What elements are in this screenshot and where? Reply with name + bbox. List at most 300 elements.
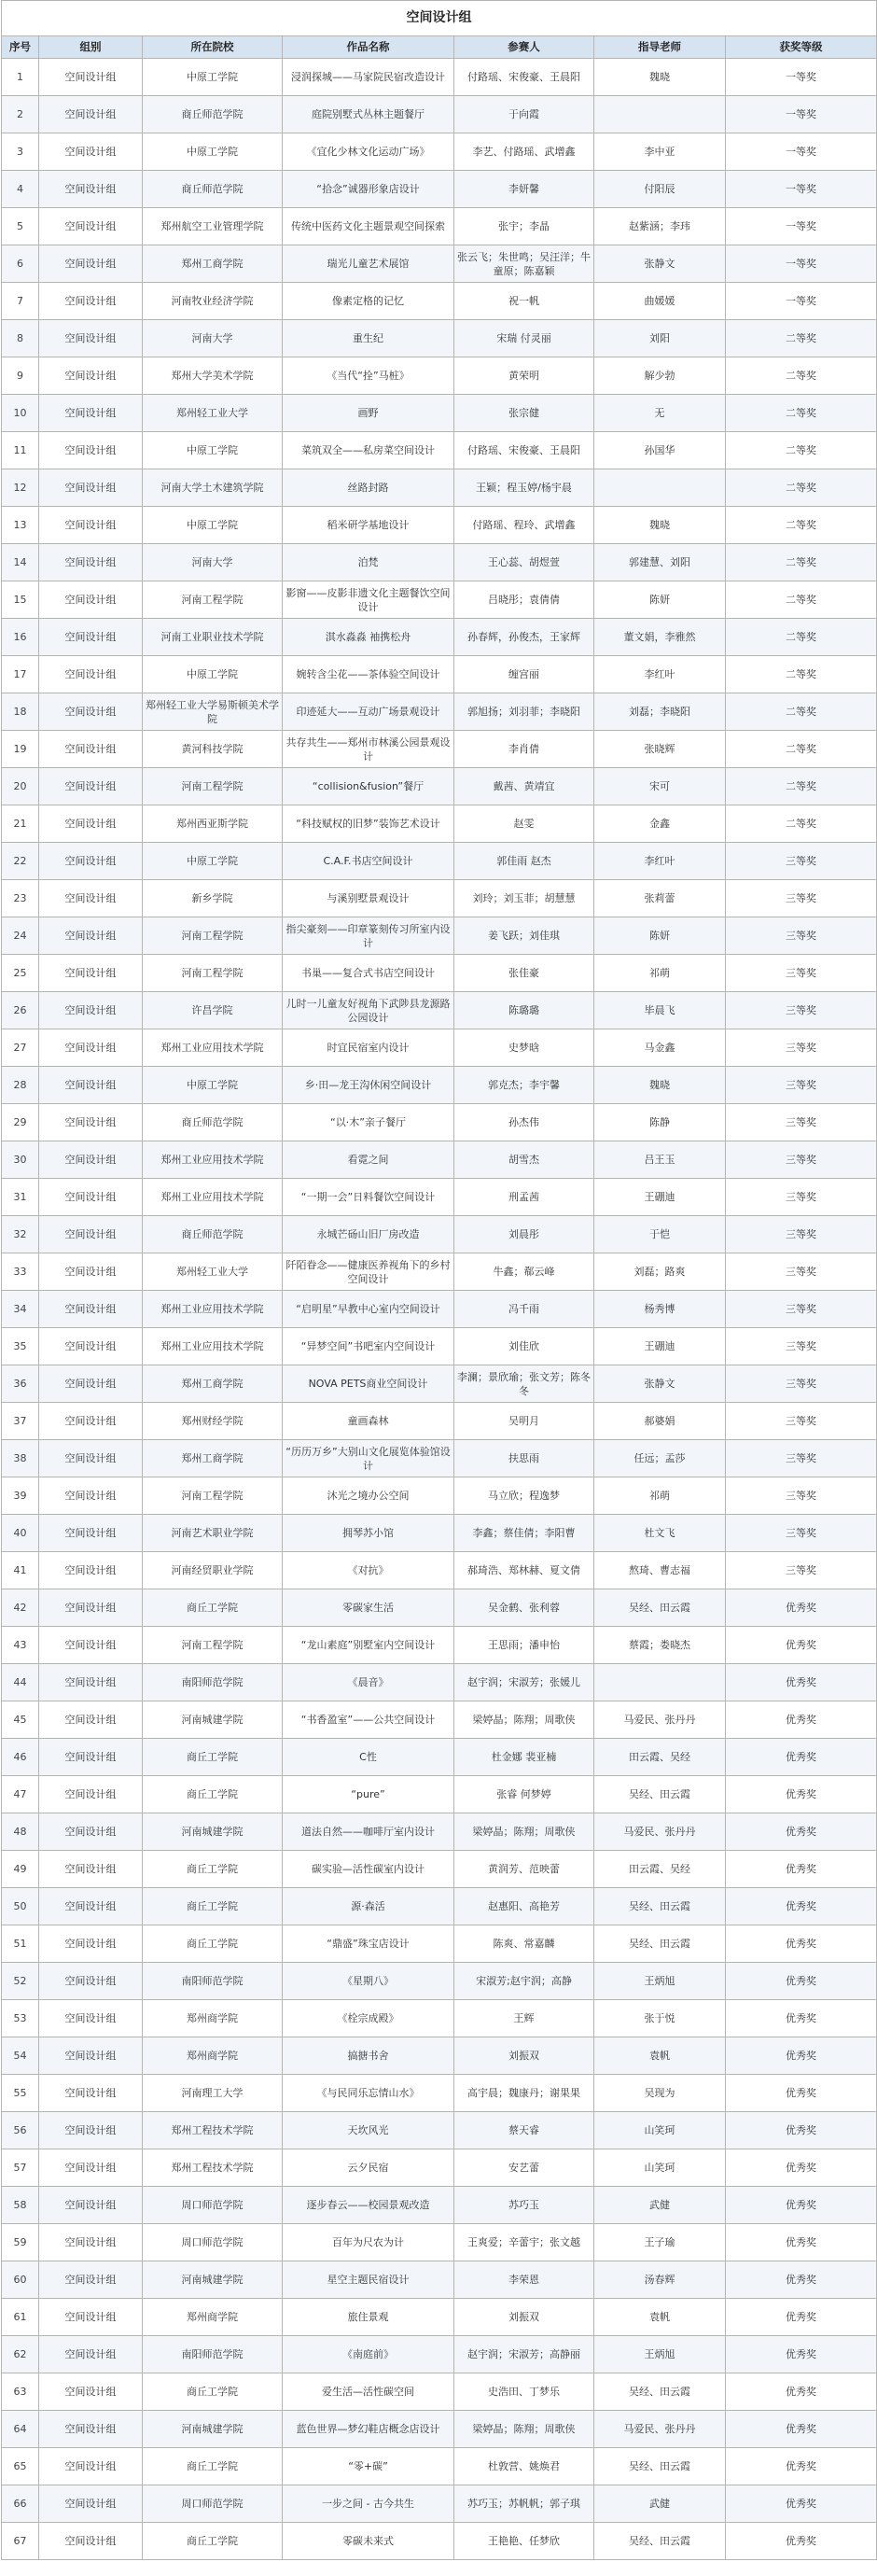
cell-participants: 冯千雨 xyxy=(454,1291,594,1328)
cell-group: 空间设计组 xyxy=(39,1776,143,1813)
cell-group: 空间设计组 xyxy=(39,2224,143,2261)
cell-group: 空间设计组 xyxy=(39,843,143,880)
cell-group: 空间设计组 xyxy=(39,2037,143,2075)
cell-work: NOVA PETS商业空间设计 xyxy=(283,1365,454,1403)
table-row xyxy=(2,395,877,432)
cell-award: 一等奖 xyxy=(726,208,877,245)
cell-work: “启明星”早教中心室内空间设计 xyxy=(283,1291,454,1328)
cell-group: 空间设计组 xyxy=(39,731,143,768)
cell-advisor: 吕王玉 xyxy=(594,1141,726,1179)
cell-advisor: 无 xyxy=(594,395,726,432)
cell-index: 65 xyxy=(2,2448,39,2485)
cell-work: 瑞光儿童艺术展馆 xyxy=(283,245,454,283)
cell-participants: 付路瑶、程玲、武增鑫 xyxy=(454,507,594,544)
cell-participants: 孙春辉，孙俊杰，王家辉 xyxy=(454,619,594,656)
table-row xyxy=(2,2523,877,2560)
cell-index: 47 xyxy=(2,1776,39,1813)
cell-group: 空间设计组 xyxy=(39,1328,143,1365)
cell-work: 爱生活—活性碳空间 xyxy=(283,2373,454,2411)
cell-index: 21 xyxy=(2,805,39,843)
cell-award: 优秀奖 xyxy=(726,2187,877,2224)
cell-advisor: 付阳辰 xyxy=(594,171,726,208)
cell-index: 52 xyxy=(2,1963,39,2000)
cell-work: 印迹延大——互动广场景观设计 xyxy=(283,693,454,731)
cell-school: 商丘工学院 xyxy=(143,1776,283,1813)
cell-award: 三等奖 xyxy=(726,955,877,992)
cell-school: 郑州工程技术学院 xyxy=(143,2149,283,2187)
cell-group: 空间设计组 xyxy=(39,917,143,955)
table-row xyxy=(2,283,877,320)
cell-work: 搞搪书舍 xyxy=(283,2037,454,2075)
cell-award: 优秀奖 xyxy=(726,2224,877,2261)
table-row xyxy=(2,1776,877,1813)
table-row xyxy=(2,1029,877,1067)
cell-award: 三等奖 xyxy=(726,917,877,955)
cell-advisor: 赵紫涵；李玮 xyxy=(594,208,726,245)
cell-participants: 吴金鹤、张利蓉 xyxy=(454,1589,594,1627)
cell-award: 三等奖 xyxy=(726,1104,877,1141)
cell-school: 中原工学院 xyxy=(143,656,283,693)
cell-school: 河南工程学院 xyxy=(143,581,283,619)
table-row xyxy=(2,1328,877,1365)
cell-group: 空间设计组 xyxy=(39,171,143,208)
cell-participants: 戴茜、黄靖宜 xyxy=(454,768,594,805)
cell-work: “异梦空间”书吧室内空间设计 xyxy=(283,1328,454,1365)
cell-group: 空间设计组 xyxy=(39,507,143,544)
cell-school: 河南经贸职业学院 xyxy=(143,1552,283,1589)
cell-index: 37 xyxy=(2,1403,39,1440)
cell-advisor: 于恺 xyxy=(594,1216,726,1253)
cell-award: 三等奖 xyxy=(726,1179,877,1216)
cell-participants: 黄润芳、范映蕾 xyxy=(454,1851,594,1888)
cell-advisor: 汤春辉 xyxy=(594,2261,726,2299)
cell-participants: 杜金娜 裴亚楠 xyxy=(454,1739,594,1776)
cell-school: 郑州工业应用技术学院 xyxy=(143,1141,283,1179)
cell-group: 空间设计组 xyxy=(39,245,143,283)
cell-award: 三等奖 xyxy=(726,1440,877,1477)
cell-advisor: 张静文 xyxy=(594,1365,726,1403)
cell-participants: 张佳豪 xyxy=(454,955,594,992)
cell-group: 空间设计组 xyxy=(39,1515,143,1552)
cell-participants: 王思雨；潘申怡 xyxy=(454,1627,594,1664)
cell-group: 空间设计组 xyxy=(39,544,143,581)
table-row xyxy=(2,693,877,731)
cell-group: 空间设计组 xyxy=(39,1291,143,1328)
cell-participants: 李荣恩 xyxy=(454,2261,594,2299)
table-row xyxy=(2,1403,877,1440)
cell-participants: 张宇；李晶 xyxy=(454,208,594,245)
cell-advisor: 王炳旭 xyxy=(594,2336,726,2373)
cell-index: 61 xyxy=(2,2299,39,2336)
cell-award: 三等奖 xyxy=(726,1141,877,1179)
cell-advisor: 山笑珂 xyxy=(594,2149,726,2187)
cell-award: 三等奖 xyxy=(726,1291,877,1328)
table-body xyxy=(2,59,877,2560)
cell-advisor: 任远；孟莎 xyxy=(594,1440,726,1477)
cell-work: “历历万乡”大别山文化展览体验馆设计 xyxy=(283,1440,454,1477)
cell-group: 空间设计组 xyxy=(39,619,143,656)
cell-group: 空间设计组 xyxy=(39,992,143,1029)
table-row xyxy=(2,208,877,245)
cell-school: 河南城建学院 xyxy=(143,2411,283,2448)
table-row xyxy=(2,245,877,283)
cell-work: 一步之间 - 古今共生 xyxy=(283,2485,454,2523)
table-row xyxy=(2,843,877,880)
cell-index: 66 xyxy=(2,2485,39,2523)
table-row xyxy=(2,507,877,544)
cell-group: 空间设计组 xyxy=(39,2112,143,2149)
cell-award: 优秀奖 xyxy=(726,1664,877,1701)
table-row xyxy=(2,656,877,693)
cell-award: 优秀奖 xyxy=(726,2075,877,2112)
cell-advisor: 袁帆 xyxy=(594,2037,726,2075)
cell-index: 33 xyxy=(2,1253,39,1291)
cell-school: 郑州工商学院 xyxy=(143,245,283,283)
cell-work: “零+碳” xyxy=(283,2448,454,2485)
cell-group: 空间设计组 xyxy=(39,1963,143,2000)
table-row xyxy=(2,2261,877,2299)
cell-participants: 刘佳欣 xyxy=(454,1328,594,1365)
cell-group: 空间设计组 xyxy=(39,2336,143,2373)
cell-work: 百年为尺农为计 xyxy=(283,2224,454,2261)
cell-index: 10 xyxy=(2,395,39,432)
cell-group: 空间设计组 xyxy=(39,880,143,917)
cell-index: 16 xyxy=(2,619,39,656)
cell-advisor: 魏晓 xyxy=(594,1067,726,1104)
cell-advisor: 熬琦、曹志福 xyxy=(594,1552,726,1589)
cell-group: 空间设计组 xyxy=(39,2373,143,2411)
cell-index: 59 xyxy=(2,2224,39,2261)
cell-index: 60 xyxy=(2,2261,39,2299)
cell-index: 38 xyxy=(2,1440,39,1477)
cell-participants: 刘晨彤 xyxy=(454,1216,594,1253)
cell-school: 郑州航空工业管理学院 xyxy=(143,208,283,245)
cell-award: 优秀奖 xyxy=(726,1701,877,1739)
cell-group: 空间设计组 xyxy=(39,2411,143,2448)
cell-advisor: 郭建慧、刘阳 xyxy=(594,544,726,581)
cell-group: 空间设计组 xyxy=(39,133,143,171)
cell-advisor: 王炳旭 xyxy=(594,1963,726,2000)
cell-index: 5 xyxy=(2,208,39,245)
cell-award: 三等奖 xyxy=(726,1515,877,1552)
cell-advisor: 张莉蕾 xyxy=(594,880,726,917)
cell-index: 15 xyxy=(2,581,39,619)
cell-advisor: 吴经、田云霞 xyxy=(594,2448,726,2485)
table-row xyxy=(2,2000,877,2037)
cell-index: 34 xyxy=(2,1291,39,1328)
cell-index: 4 xyxy=(2,171,39,208)
cell-work: 《与民同乐忘情山水》 xyxy=(283,2075,454,2112)
cell-index: 6 xyxy=(2,245,39,283)
cell-school: 中原工学院 xyxy=(143,432,283,469)
cell-participants: 史梦晗 xyxy=(454,1029,594,1067)
cell-participants: 郭克杰；李宇馨 xyxy=(454,1067,594,1104)
cell-index: 3 xyxy=(2,133,39,171)
cell-group: 空间设计组 xyxy=(39,1851,143,1888)
cell-group: 空间设计组 xyxy=(39,432,143,469)
cell-award: 三等奖 xyxy=(726,1029,877,1067)
cell-advisor: 刘阳 xyxy=(594,320,726,357)
cell-school: 商丘工学院 xyxy=(143,1739,283,1776)
cell-award: 二等奖 xyxy=(726,469,877,507)
cell-participants: 赵宇润；宋淑芳；张媛儿 xyxy=(454,1664,594,1701)
cell-award: 优秀奖 xyxy=(726,2373,877,2411)
cell-group: 空间设计组 xyxy=(39,955,143,992)
cell-work: 《晨音》 xyxy=(283,1664,454,1701)
cell-index: 57 xyxy=(2,2149,39,2187)
cell-index: 53 xyxy=(2,2000,39,2037)
cell-advisor: 陈静 xyxy=(594,1104,726,1141)
cell-index: 62 xyxy=(2,2336,39,2373)
cell-participants: 赵惠阳、高艳芳 xyxy=(454,1888,594,1925)
cell-group: 空间设计组 xyxy=(39,2299,143,2336)
cell-participants: 张云飞；朱世鸣；吴汪洋；牛童原；陈嘉颖 xyxy=(454,245,594,283)
cell-advisor: 蔡霞；娄晓杰 xyxy=(594,1627,726,1664)
cell-group: 空间设计组 xyxy=(39,283,143,320)
cell-work: C.A.F.书店空间设计 xyxy=(283,843,454,880)
cell-participants: 陈璐璐 xyxy=(454,992,594,1029)
cell-advisor: 董文娟，李雅然 xyxy=(594,619,726,656)
cell-advisor: 张晓辉 xyxy=(594,731,726,768)
cell-award: 三等奖 xyxy=(726,1552,877,1589)
cell-school: 河南大学 xyxy=(143,320,283,357)
table-row xyxy=(2,2224,877,2261)
cell-award: 二等奖 xyxy=(726,395,877,432)
cell-school: 河南艺术职业学院 xyxy=(143,1515,283,1552)
cell-group: 空间设计组 xyxy=(39,1664,143,1701)
table-row xyxy=(2,992,877,1029)
table-row xyxy=(2,1664,877,1701)
table-row xyxy=(2,1440,877,1477)
cell-school: 河南城建学院 xyxy=(143,1701,283,1739)
cell-award: 二等奖 xyxy=(726,581,877,619)
cell-school: 河南理工大学 xyxy=(143,2075,283,2112)
cell-work: 零碳未来式 xyxy=(283,2523,454,2560)
cell-group: 空间设计组 xyxy=(39,2448,143,2485)
cell-school: 郑州商学院 xyxy=(143,2037,283,2075)
cell-advisor xyxy=(594,469,726,507)
table-row xyxy=(2,581,877,619)
cell-advisor: 王子瑜 xyxy=(594,2224,726,2261)
cell-index: 19 xyxy=(2,731,39,768)
cell-school: 商丘工学院 xyxy=(143,1925,283,1963)
cell-group: 空间设计组 xyxy=(39,1440,143,1477)
cell-school: 郑州轻工业大学 xyxy=(143,1253,283,1291)
cell-index: 58 xyxy=(2,2187,39,2224)
cell-index: 67 xyxy=(2,2523,39,2560)
cell-school: 商丘工学院 xyxy=(143,2448,283,2485)
cell-advisor: 武健 xyxy=(594,2187,726,2224)
cell-participants: 李肖倩 xyxy=(454,731,594,768)
cell-advisor: 马金鑫 xyxy=(594,1029,726,1067)
cell-participants: 于向霞 xyxy=(454,96,594,133)
cell-school: 河南工程学院 xyxy=(143,917,283,955)
cell-advisor: 王硼迪 xyxy=(594,1328,726,1365)
cell-index: 32 xyxy=(2,1216,39,1253)
cell-advisor: 金鑫 xyxy=(594,805,726,843)
cell-advisor: 吴经、田云霞 xyxy=(594,2373,726,2411)
cell-index: 9 xyxy=(2,357,39,395)
cell-award: 一等奖 xyxy=(726,133,877,171)
cell-work: “一期一会”日料餐饮空间设计 xyxy=(283,1179,454,1216)
cell-award: 二等奖 xyxy=(726,544,877,581)
cell-advisor: 陈妍 xyxy=(594,917,726,955)
cell-participants: 赵雯 xyxy=(454,805,594,843)
table-row xyxy=(2,1627,877,1664)
cell-work: 庭院别墅式丛林主题餐厅 xyxy=(283,96,454,133)
cell-participants: 安艺蕾 xyxy=(454,2149,594,2187)
cell-school: 中原工学院 xyxy=(143,59,283,96)
cell-school: 郑州大学美术学院 xyxy=(143,357,283,395)
cell-participants: 张睿 何梦婷 xyxy=(454,1776,594,1813)
cell-advisor: 马爱民、张丹丹 xyxy=(594,1813,726,1851)
cell-group: 空间设计组 xyxy=(39,1589,143,1627)
cell-index: 18 xyxy=(2,693,39,731)
table-row xyxy=(2,619,877,656)
cell-school: 商丘工学院 xyxy=(143,2373,283,2411)
table-row xyxy=(2,469,877,507)
table-row xyxy=(2,1552,877,1589)
cell-advisor: 田云霞、吴经 xyxy=(594,1739,726,1776)
cell-school: 商丘师范学院 xyxy=(143,1216,283,1253)
cell-participants: 李澜；景欣瑜；张文芳；陈冬冬 xyxy=(454,1365,594,1403)
table-row xyxy=(2,1739,877,1776)
cell-work: 画野 xyxy=(283,395,454,432)
cell-work: “拾念”诚器形象店设计 xyxy=(283,171,454,208)
cell-index: 49 xyxy=(2,1851,39,1888)
col-header-participants: 参赛人 xyxy=(454,36,594,59)
cell-school: 郑州财经学院 xyxy=(143,1403,283,1440)
cell-school: 南阳师范学院 xyxy=(143,1963,283,2000)
cell-work: 拥琴苏小馆 xyxy=(283,1515,454,1552)
cell-work: 《宜化少林文化运动广场》 xyxy=(283,133,454,171)
table-row xyxy=(2,1813,877,1851)
cell-work: 零碳家生活 xyxy=(283,1589,454,1627)
table-row xyxy=(2,955,877,992)
cell-award: 优秀奖 xyxy=(726,2000,877,2037)
cell-advisor: 马爱民、张丹丹 xyxy=(594,1701,726,1739)
cell-school: 周口师范学院 xyxy=(143,2485,283,2523)
cell-index: 55 xyxy=(2,2075,39,2112)
cell-participants: 宋瑞 付灵丽 xyxy=(454,320,594,357)
cell-work: 像素定格的记忆 xyxy=(283,283,454,320)
cell-advisor: 孙国华 xyxy=(594,432,726,469)
cell-group: 空间设计组 xyxy=(39,59,143,96)
cell-school: 河南工程学院 xyxy=(143,955,283,992)
cell-index: 26 xyxy=(2,992,39,1029)
cell-school: 郑州商学院 xyxy=(143,2299,283,2336)
cell-work: “书香盈室”——公共空间设计 xyxy=(283,1701,454,1739)
cell-school: 黄河科技学院 xyxy=(143,731,283,768)
cell-participants: 梁婷晶；陈翔；周歌侠 xyxy=(454,1701,594,1739)
cell-participants: 吕晓彤；袁倩倩 xyxy=(454,581,594,619)
cell-participants: 王艳艳、任梦欣 xyxy=(454,2523,594,2560)
cell-group: 空间设计组 xyxy=(39,1141,143,1179)
cell-participants: 陈爽、常嘉麟 xyxy=(454,1925,594,1963)
cell-award: 三等奖 xyxy=(726,1253,877,1291)
cell-advisor: 山笑珂 xyxy=(594,2112,726,2149)
cell-index: 2 xyxy=(2,96,39,133)
cell-group: 空间设计组 xyxy=(39,1179,143,1216)
table-row xyxy=(2,1253,877,1291)
table-row xyxy=(2,59,877,96)
cell-index: 1 xyxy=(2,59,39,96)
table-row xyxy=(2,805,877,843)
cell-work: 《星期八》 xyxy=(283,1963,454,2000)
cell-advisor: 吴经、田云霞 xyxy=(594,1589,726,1627)
cell-index: 8 xyxy=(2,320,39,357)
table-row xyxy=(2,1963,877,2000)
cell-index: 12 xyxy=(2,469,39,507)
cell-award: 二等奖 xyxy=(726,731,877,768)
cell-work: “collision&fusion”餐厅 xyxy=(283,768,454,805)
cell-index: 36 xyxy=(2,1365,39,1403)
cell-school: 中原工学院 xyxy=(143,133,283,171)
cell-award: 二等奖 xyxy=(726,357,877,395)
table-row xyxy=(2,1365,877,1403)
cell-work: 《南庭前》 xyxy=(283,2336,454,2373)
cell-award: 优秀奖 xyxy=(726,1888,877,1925)
cell-award: 优秀奖 xyxy=(726,2523,877,2560)
cell-index: 56 xyxy=(2,2112,39,2149)
cell-work: 碳实验—活性碳室内设计 xyxy=(283,1851,454,1888)
cell-school: 南阳师范学院 xyxy=(143,2336,283,2373)
cell-participants: 刘振双 xyxy=(454,2299,594,2336)
header-row xyxy=(2,36,877,59)
cell-award: 一等奖 xyxy=(726,171,877,208)
cell-award: 优秀奖 xyxy=(726,2411,877,2448)
cell-advisor: 解少勃 xyxy=(594,357,726,395)
cell-group: 空间设计组 xyxy=(39,2523,143,2560)
cell-work: C性 xyxy=(283,1739,454,1776)
cell-award: 一等奖 xyxy=(726,96,877,133)
cell-participants: 刘玲；刘玉菲；胡慧慧 xyxy=(454,880,594,917)
cell-school: 商丘师范学院 xyxy=(143,171,283,208)
cell-advisor: 杨秀博 xyxy=(594,1291,726,1328)
table-row xyxy=(2,1067,877,1104)
cell-index: 31 xyxy=(2,1179,39,1216)
table-row xyxy=(2,1515,877,1552)
table-row xyxy=(2,2299,877,2336)
table-row xyxy=(2,1291,877,1328)
table-row xyxy=(2,171,877,208)
cell-participants: 牛鑫；郗云峰 xyxy=(454,1253,594,1291)
cell-group: 空间设计组 xyxy=(39,1477,143,1515)
cell-group: 空间设计组 xyxy=(39,2485,143,2523)
cell-award: 三等奖 xyxy=(726,1328,877,1365)
table-row xyxy=(2,2075,877,2112)
cell-participants: 蔡天睿 xyxy=(454,2112,594,2149)
award-table xyxy=(1,0,877,2560)
cell-group: 空间设计组 xyxy=(39,2261,143,2299)
cell-work: 看霓之间 xyxy=(283,1141,454,1179)
cell-group: 空间设计组 xyxy=(39,1888,143,1925)
cell-advisor: 李红叶 xyxy=(594,656,726,693)
cell-index: 7 xyxy=(2,283,39,320)
cell-participants: 刘振双 xyxy=(454,2037,594,2075)
cell-school: 周口师范学院 xyxy=(143,2224,283,2261)
cell-participants: 高宇晨；魏康丹；谢果果 xyxy=(454,2075,594,2112)
table-row xyxy=(2,731,877,768)
cell-work: 泊梵 xyxy=(283,544,454,581)
cell-award: 优秀奖 xyxy=(726,2299,877,2336)
table-row xyxy=(2,2187,877,2224)
cell-award: 优秀奖 xyxy=(726,1776,877,1813)
cell-index: 48 xyxy=(2,1813,39,1851)
cell-participants: 李艺、付路瑶、武增鑫 xyxy=(454,133,594,171)
cell-advisor xyxy=(594,1664,726,1701)
cell-award: 二等奖 xyxy=(726,507,877,544)
